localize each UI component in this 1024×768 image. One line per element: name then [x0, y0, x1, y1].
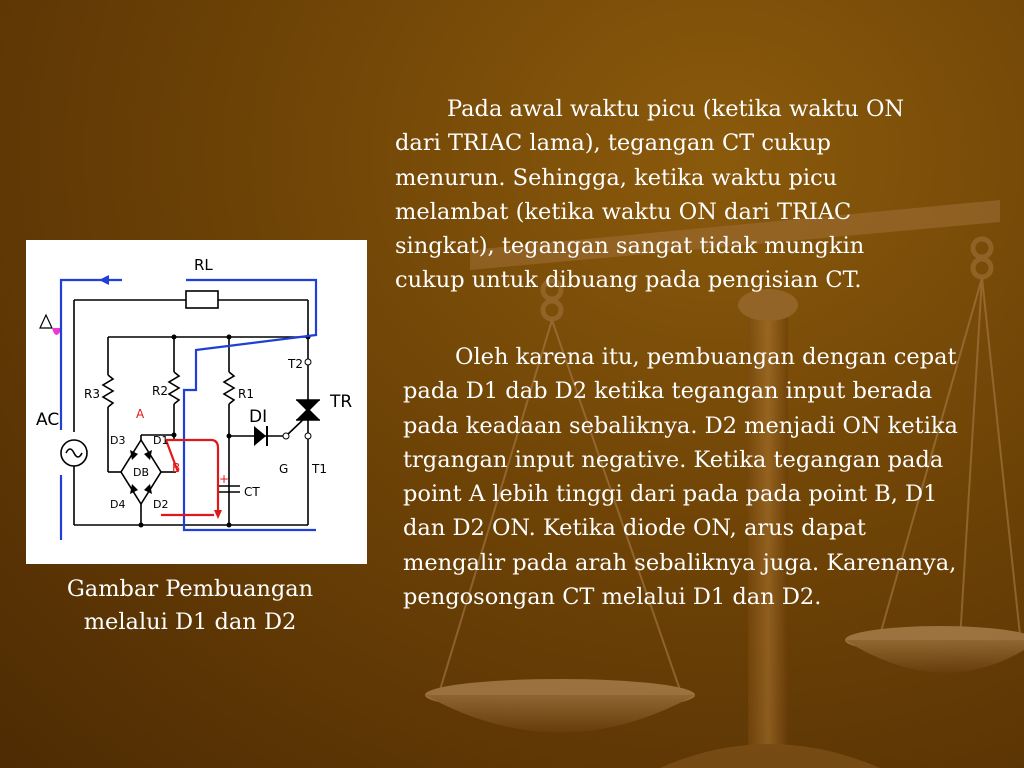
label-g: G: [279, 462, 289, 476]
label-ct: CT: [244, 485, 260, 499]
figure-caption: Gambar Pembuangan melalui D1 dan D2: [66, 576, 314, 635]
label-ac: AC: [36, 410, 60, 430]
paragraph-2-text: Oleh karena itu, pembuangan dengan cepat pada D1 dab D2 ketika tegangan input berada pada keadaan sebaliknya. D2 menjadi ON ketika trgangan input negative. Ketika tegangan pada point A lebih tinggi dari pada pada point B, D1 dan D2 ON. Ketika diode ON, arus dapat mengalir pada arah sebaliknya juga. Karenanya, pengosongan CT melalui D1 dan D2.: [403, 344, 958, 611]
diode-di: [254, 426, 266, 446]
label-db: DB: [133, 466, 150, 479]
label-d4: D4: [110, 498, 126, 511]
label-di: DI: [249, 407, 268, 427]
label-plus: +: [219, 472, 230, 486]
resistor-r1: [224, 372, 234, 404]
label-d1: D1: [153, 434, 169, 447]
resistor-r3: [103, 375, 113, 407]
resistor-rl: [186, 291, 218, 308]
label-d2: D2: [153, 498, 169, 511]
current-path-red: [161, 440, 218, 515]
label-rl: RL: [194, 256, 213, 274]
label-point-a: A: [136, 407, 145, 421]
resistor-r2: [169, 372, 179, 404]
label-r3: R3: [84, 387, 100, 401]
label-t1: T1: [312, 462, 327, 476]
label-point-b: B: [172, 461, 181, 475]
paragraph-2: [403, 340, 963, 614]
label-t2: T2: [288, 357, 303, 371]
label-d3: D3: [110, 434, 126, 447]
circuit-diagram: [26, 240, 367, 564]
sine-icon: [66, 449, 82, 457]
circuit-svg: [26, 240, 367, 564]
current-path-blue: [61, 280, 316, 540]
paragraph-1-text: Pada awal waktu picu (ketika waktu ON dari TRIAC lama), tegangan CT cukup menurun. Sehingga, ketika waktu picu melambat (ketika waktu ON dari TRIAC singkat), tegangan sangat tidak mungkin cukup untuk dibuang pada pengisian CT.: [395, 96, 905, 294]
label-r1: R1: [238, 387, 254, 401]
paragraph-1: [395, 92, 940, 298]
label-r2: R2: [152, 384, 168, 398]
label-tr: TR: [330, 392, 353, 412]
